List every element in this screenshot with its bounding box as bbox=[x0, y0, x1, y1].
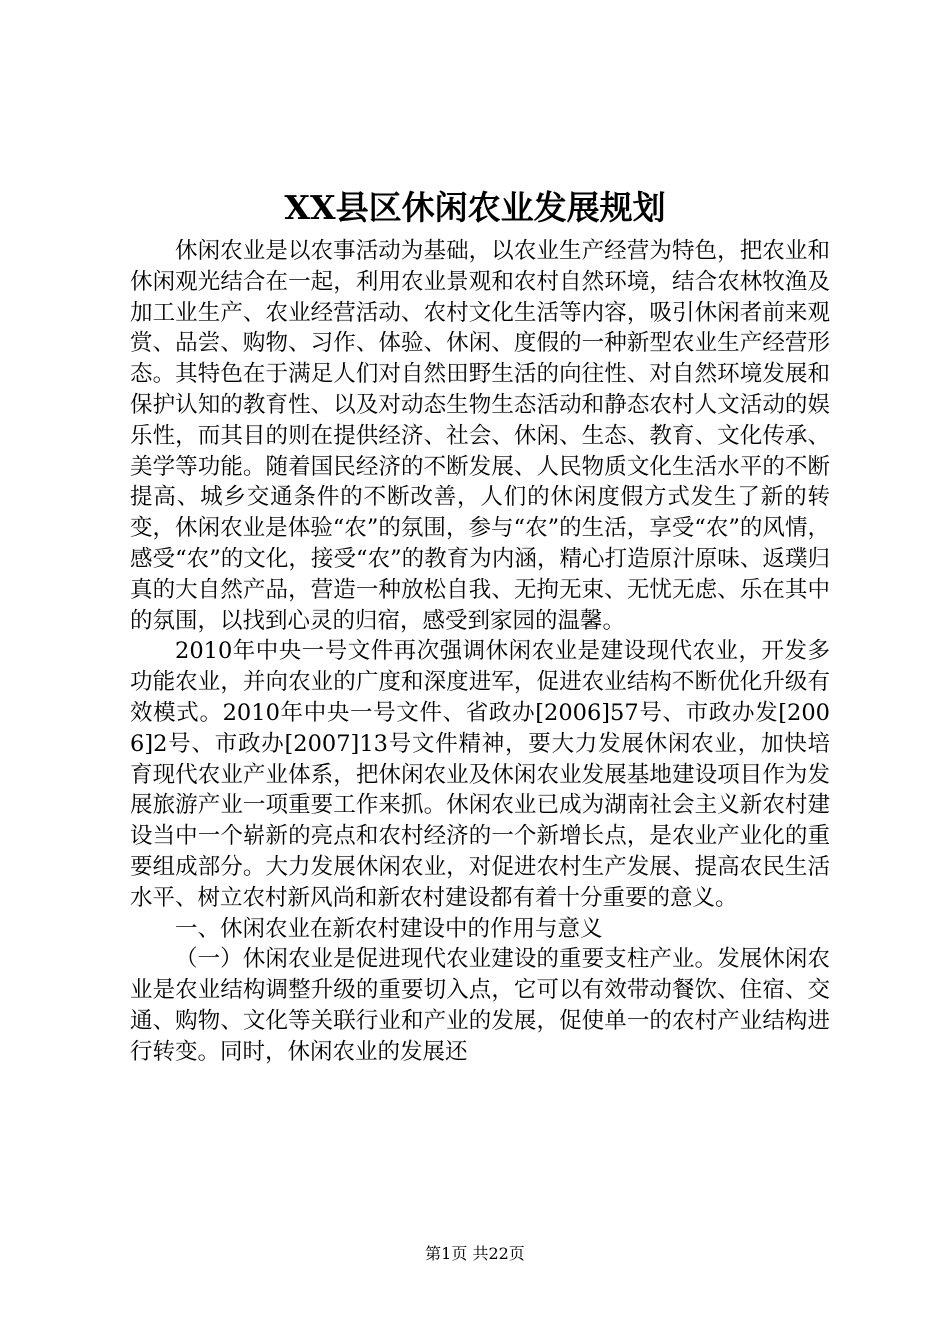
document-title: XX县区休闲农业发展规划 bbox=[284, 188, 666, 227]
paragraph-intro: 休闲农业是以农事活动为基础，以农业生产经营为特色，把农业和休闲观光结合在一起，利用农业景观和农村自然环境，结合农林牧渔及加工业生产、农业经营活动、农村文化生活等内容，吸引休闲者前来观赏、品尝、购物、习作、体验、休闲、度假的一种新型农业生产经营形态。其特色在于满足人们对自然田野生活的向往性、对自然环境发展和保护认知的教育性、以及对动态生物生态活动和静态农村人文活动的娱乐性，而其目的则在提供经济、社会、休闲、生态、教育、文化传承、美学等功能。随着国民经济的不断发展、人民物质文化生活水平的不断提高、城乡交通条件的不断改善，人们的休闲度假方式发生了新的转变，休闲农业是体验“农”的氛围，参与“农”的生活，享受“农”的风情，感受“农”的文化，接受“农”的教育为内涵，精心打造原汁原味、返璞归真的大自然产品，营造一种放松自我、无拘无束、无忧无虑、乐在其中的氛围，以找到心灵的归宿，感受到家园的温馨。 bbox=[130, 238, 830, 634]
section-heading: 一、休闲农业在新农村建设中的作用与意义 bbox=[175, 915, 603, 942]
document-body bbox=[130, 236, 830, 1068]
paragraph-subsection-1: （一）休闲农业是促进现代农业建设的重要支柱产业。发展休闲农业是农业结构调整升级的重要切入点，它可以有效带动餐饮、住宿、交通、购物、文化等关联行业和产业的发展，促使单一的农村产业结构进行转变。同时，休闲农业的发展还 bbox=[130, 946, 830, 1065]
paragraph-policy: 2010年中央一号文件再次强调休闲农业是建设现代农业，开发多功能农业，并向农业的广度和深度进军，促进农业结构不断优化升级有效模式。2010年中央一号文件、省政办[2006]57号、市政办发[2006]2号、市政办[2007]13号文件精神，要大力发展休闲农业，加快培育现代农业产业体系，把休闲农业及休闲农业发展基地建设项目作为发展旅游产业一项重要工作来抓。休闲农业已成为湖南社会主义新农村建设当中一个崭新的亮点和农村经济的一个新增长点，是农业产业化的重要组成部分。大力发展休闲农业，对促进农村生产发展、提高农民生活水平、树立农村新风尚和新农村建设都有着十分重要的意义。 bbox=[130, 638, 830, 911]
page-footer: 第1页 共22页 bbox=[425, 1244, 525, 1263]
